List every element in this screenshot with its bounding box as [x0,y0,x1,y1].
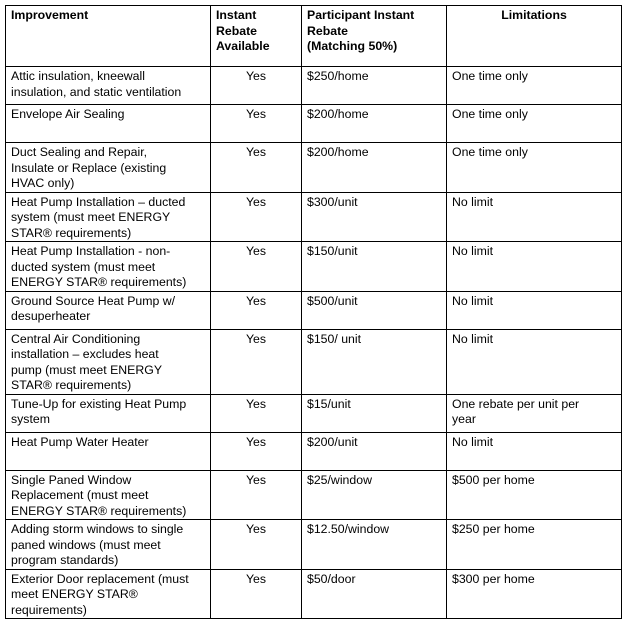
limit-text: No limit [452,293,493,308]
improvement-text: Adding storm windows to single [11,522,184,536]
improvement-text: requirements) [11,602,87,617]
rebate-text: $12.50/window [307,522,390,536]
cell-limitations [447,520,622,570]
table-row [6,569,622,619]
cell-improvement [6,470,211,520]
cell-rebate [302,192,447,242]
cell-improvement [6,143,211,193]
cell-limitations [447,105,622,143]
limit-text: $250 per home [452,522,535,536]
available-text: Yes [245,145,267,159]
improvement-text: Heat Pump Installation - non- [11,244,171,258]
cell-available [211,470,302,520]
limit-text: One time only [452,145,528,159]
cell-rebate [302,329,447,394]
improvement-text: paned windows (must meet [11,537,161,552]
rebate-text: $300/unit [307,194,358,209]
improvement-text: desuperheater [11,309,91,323]
cell-rebate [302,291,447,329]
improvement-text: ENERGY STAR® requirements) [11,275,187,289]
limit-text: No limit [452,194,493,209]
table-row [6,143,622,193]
cell-limitations [447,242,622,292]
improvement-text: pump (must meet ENERGY [11,362,163,377]
improvement-text: installation – excludes heat [11,347,159,361]
cell-improvement [6,192,211,242]
improvement-text: STAR® requirements) [11,225,132,240]
table-body [6,67,622,619]
header-line: Rebate [216,23,258,38]
rebate-table [5,5,622,619]
improvement-text: Attic insulation, kneewall [11,69,145,83]
cell-limitations [447,470,622,520]
cell-rebate [302,569,447,619]
cell-limitations [447,192,622,242]
cell-available [211,105,302,143]
improvement-text: ENERGY STAR® requirements) [11,503,187,518]
cell-limitations [447,329,622,394]
improvement-text: program standards) [11,553,119,567]
cell-improvement [6,432,211,470]
cell-limitations [447,291,622,329]
limit-text: year [452,412,476,426]
cell-available [211,432,302,470]
cell-available [211,329,302,394]
rebate-text: $250/home [307,69,369,83]
improvement-text: meet ENERGY STAR® [11,587,138,601]
table-row [6,329,622,394]
cell-available [211,192,302,242]
improvement-text: Tune-Up for existing Heat Pump [11,396,187,411]
header-instant-rebate-available [211,6,302,67]
cell-available [211,291,302,329]
header-improvement-label: Improvement [11,8,89,22]
header-line: Rebate [307,23,349,38]
table-row [6,520,622,570]
improvement-text: system [11,412,50,426]
available-text: Yes [245,571,267,586]
header-limitations-label: Limitations [501,8,567,22]
cell-available [211,143,302,193]
cell-improvement [6,569,211,619]
header-improvement [6,6,211,67]
available-text: Yes [245,472,267,487]
improvement-text: HVAC only) [11,176,75,190]
table-row [6,67,622,105]
cell-improvement [6,520,211,570]
improvement-text: Central Air Conditioning [11,331,141,346]
improvement-text: Ground Source Heat Pump w/ [11,293,176,308]
header-line: Participant Instant [307,8,415,22]
rebate-text: $15/unit [307,396,351,411]
limit-text: No limit [452,434,493,449]
header-limitations [447,6,622,67]
header-line: Instant [216,8,257,22]
rebate-text: $150/ unit [307,331,362,346]
rebate-text: $150/unit [307,244,358,258]
cell-improvement [6,242,211,292]
limit-text: No limit [452,244,493,258]
cell-improvement [6,291,211,329]
improvement-text: system (must meet ENERGY [11,210,171,224]
limit-text: No limit [452,331,493,346]
table-row [6,192,622,242]
table-row [6,432,622,470]
header-line: Available [216,39,270,53]
cell-limitations [447,394,622,432]
available-text: Yes [245,434,267,449]
cell-limitations [447,569,622,619]
cell-limitations [447,143,622,193]
improvement-text: Single Paned Window [11,472,132,487]
cell-improvement [6,329,211,394]
table-row [6,242,622,292]
available-text: Yes [245,194,267,209]
improvement-text: Insulate or Replace (existing [11,160,167,175]
header-participant-instant-rebate [302,6,447,67]
cell-available [211,242,302,292]
limit-text: $300 per home [452,571,535,586]
improvement-text: Heat Pump Installation – ducted [11,194,186,209]
rebate-text: $200/home [307,107,369,121]
cell-rebate [302,520,447,570]
table-row [6,470,622,520]
improvement-text: ducted system (must meet [11,259,156,274]
improvement-text: Exterior Door replacement (must [11,571,189,586]
cell-rebate [302,105,447,143]
available-text: Yes [245,293,267,308]
improvement-text: Heat Pump Water Heater [11,434,149,449]
cell-rebate [302,432,447,470]
rebate-text: $25/window [307,472,372,487]
cell-rebate [302,394,447,432]
limit-text: $500 per home [452,472,535,487]
rebate-text: $200/home [307,145,369,159]
limit-text: One rebate per unit per [452,396,580,411]
header-row [6,6,622,67]
available-text: Yes [245,244,267,258]
cell-improvement [6,394,211,432]
limit-text: One time only [452,107,528,121]
available-text: Yes [245,396,267,411]
cell-improvement [6,105,211,143]
available-text: Yes [245,522,267,536]
improvement-text: insulation, and static ventilation [11,84,182,99]
cell-rebate [302,67,447,105]
improvement-text: Duct Sealing and Repair, [11,145,148,159]
header-line: (Matching 50%) [307,39,398,53]
cell-limitations [447,67,622,105]
cell-available [211,394,302,432]
cell-improvement [6,67,211,105]
cell-rebate [302,143,447,193]
limit-text: One time only [452,69,528,83]
cell-available [211,520,302,570]
improvement-text: Envelope Air Sealing [11,107,125,121]
table-row [6,394,622,432]
table-row [6,291,622,329]
cell-available [211,569,302,619]
rebate-text: $50/door [307,571,356,586]
cell-rebate [302,470,447,520]
improvement-text: Replacement (must meet [11,488,149,502]
cell-rebate [302,242,447,292]
rebate-text: $500/unit [307,293,358,308]
rebate-text: $200/unit [307,434,358,449]
cell-limitations [447,432,622,470]
available-text: Yes [245,331,267,346]
cell-available [211,67,302,105]
available-text: Yes [245,107,267,121]
available-text: Yes [245,69,267,83]
table-row [6,105,622,143]
improvement-text: STAR® requirements) [11,378,132,392]
